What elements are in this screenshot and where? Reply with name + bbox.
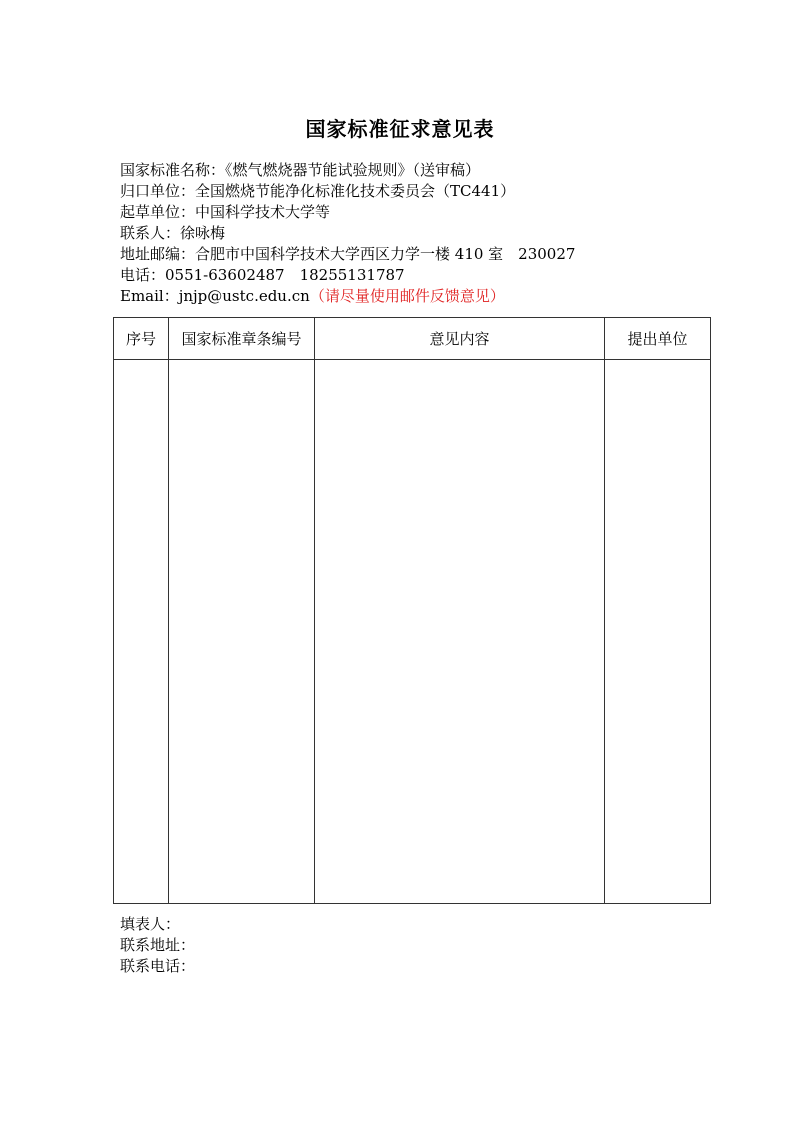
submitting-unit-cell[interactable] xyxy=(605,360,711,904)
filler-info-block xyxy=(120,914,195,977)
email-line xyxy=(120,286,720,307)
page-title: 国家标准征求意见表 xyxy=(305,117,495,141)
table-header-row xyxy=(114,318,711,360)
contact-person: 联系人：徐咏梅 xyxy=(120,224,226,242)
standard-info-block xyxy=(120,160,720,307)
responsible-unit: 归口单位：全国燃烧节能净化标准化技术委员会（TC441） xyxy=(120,182,516,200)
email-address[interactable]: Email：jnjp@ustc.edu.cn xyxy=(120,287,310,305)
drafting-unit: 起草单位：中国科学技术大学等 xyxy=(120,203,331,221)
contact-phone-label: 联系电话： xyxy=(120,957,196,975)
header-opinion-content: 意见内容 xyxy=(315,318,605,360)
standard-name: 国家标准名称：《燃气燃烧器节能试验规则》（送审稿） xyxy=(120,161,481,179)
contact-address-label: 联系地址： xyxy=(120,936,196,954)
header-clause-number: 国家标准章条编号 xyxy=(169,318,315,360)
header-submitting-unit: 提出单位 xyxy=(605,318,711,360)
postal-address: 地址邮编：合肥市中国科学技术大学西区力学一楼 410 室 230027 xyxy=(120,245,576,263)
filler-label: 填表人： xyxy=(120,915,181,933)
clause-number-cell[interactable] xyxy=(169,360,315,904)
phone-numbers: 电话：0551-63602487 18255131787 xyxy=(120,266,405,284)
header-serial-number: 序号 xyxy=(114,318,169,360)
table-row xyxy=(114,360,711,904)
email-note: （请尽量使用邮件反馈意见） xyxy=(309,287,505,305)
opinion-content-cell[interactable] xyxy=(315,360,605,904)
serial-number-cell[interactable] xyxy=(114,360,169,904)
opinion-table xyxy=(113,317,711,904)
